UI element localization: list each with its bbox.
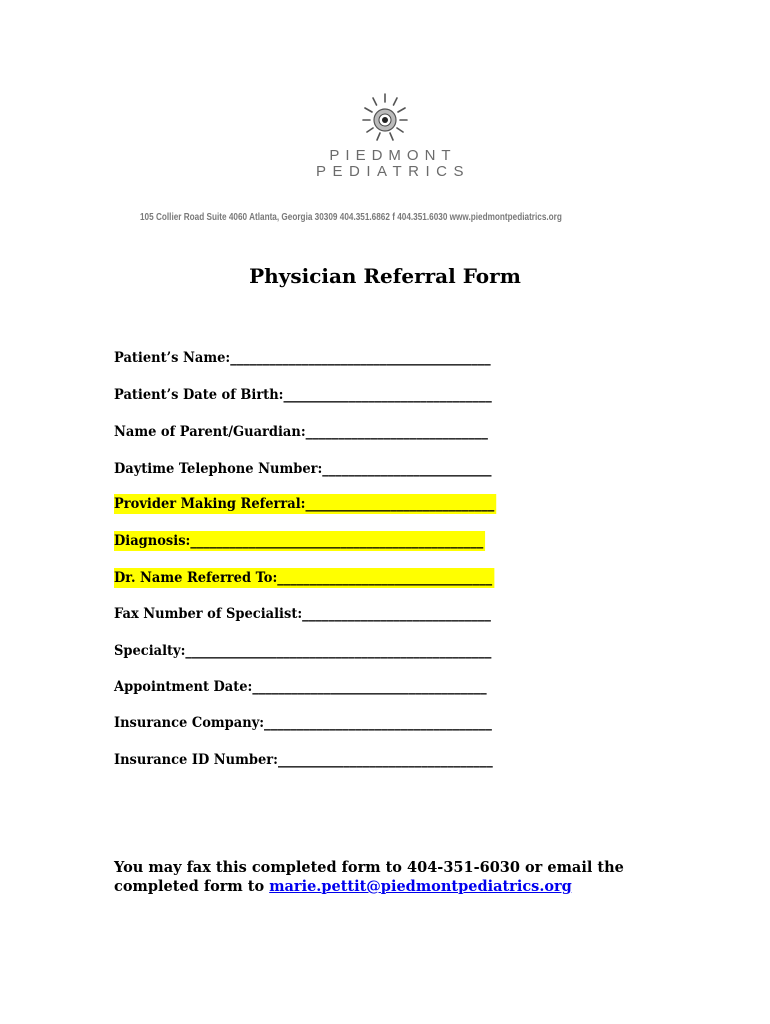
sun-burst-icon xyxy=(355,90,415,146)
form-field-line[interactable]: Patient’s Name:________________________________________ xyxy=(114,350,491,366)
form-field-line[interactable]: Appointment Date:____________________________________ xyxy=(114,679,487,695)
form-field-line[interactable]: Fax Number of Specialist:_____________________________ xyxy=(114,606,491,622)
footer-text-prefix: completed form to xyxy=(114,878,270,895)
form-field-line[interactable]: Diagnosis:_____________________________________________ xyxy=(114,533,484,549)
logo-name-line1: PIEDMONT xyxy=(329,147,457,164)
form-field-line[interactable]: Specialty:_______________________________________________ xyxy=(114,643,492,659)
logo-name-line2: PEDIATRICS xyxy=(316,163,470,180)
address-line: 105 Collier Road Suite 4060 Atlanta, Georgia 30309 404.351.6862 f 404.351.6030 www.piedmontpediatrics.org xyxy=(140,212,562,223)
footer-text-line2 xyxy=(114,877,674,896)
email-link[interactable]: marie.pettit@piedmontpediatrics.org xyxy=(269,878,572,895)
form-field-line[interactable]: Insurance Company:___________________________________ xyxy=(114,715,492,731)
form-field-line[interactable]: Daytime Telephone Number:__________________________ xyxy=(114,461,492,477)
form-field-line[interactable]: Name of Parent/Guardian:____________________________ xyxy=(114,424,488,440)
footer-note xyxy=(114,858,674,896)
form-field-line[interactable]: Dr. Name Referred To:_________________________________ xyxy=(114,570,493,586)
form-title: Physician Referral Form xyxy=(249,264,521,288)
form-field-line[interactable]: Patient’s Date of Birth:________________________________ xyxy=(114,387,492,403)
logo xyxy=(0,90,770,146)
form-field-line[interactable]: Provider Making Referral:_____________________________ xyxy=(114,496,495,512)
footer-text-line1: You may fax this completed form to 404-351-6030 or email the xyxy=(114,859,624,876)
form-field-line[interactable]: Insurance ID Number:_________________________________ xyxy=(114,752,493,768)
